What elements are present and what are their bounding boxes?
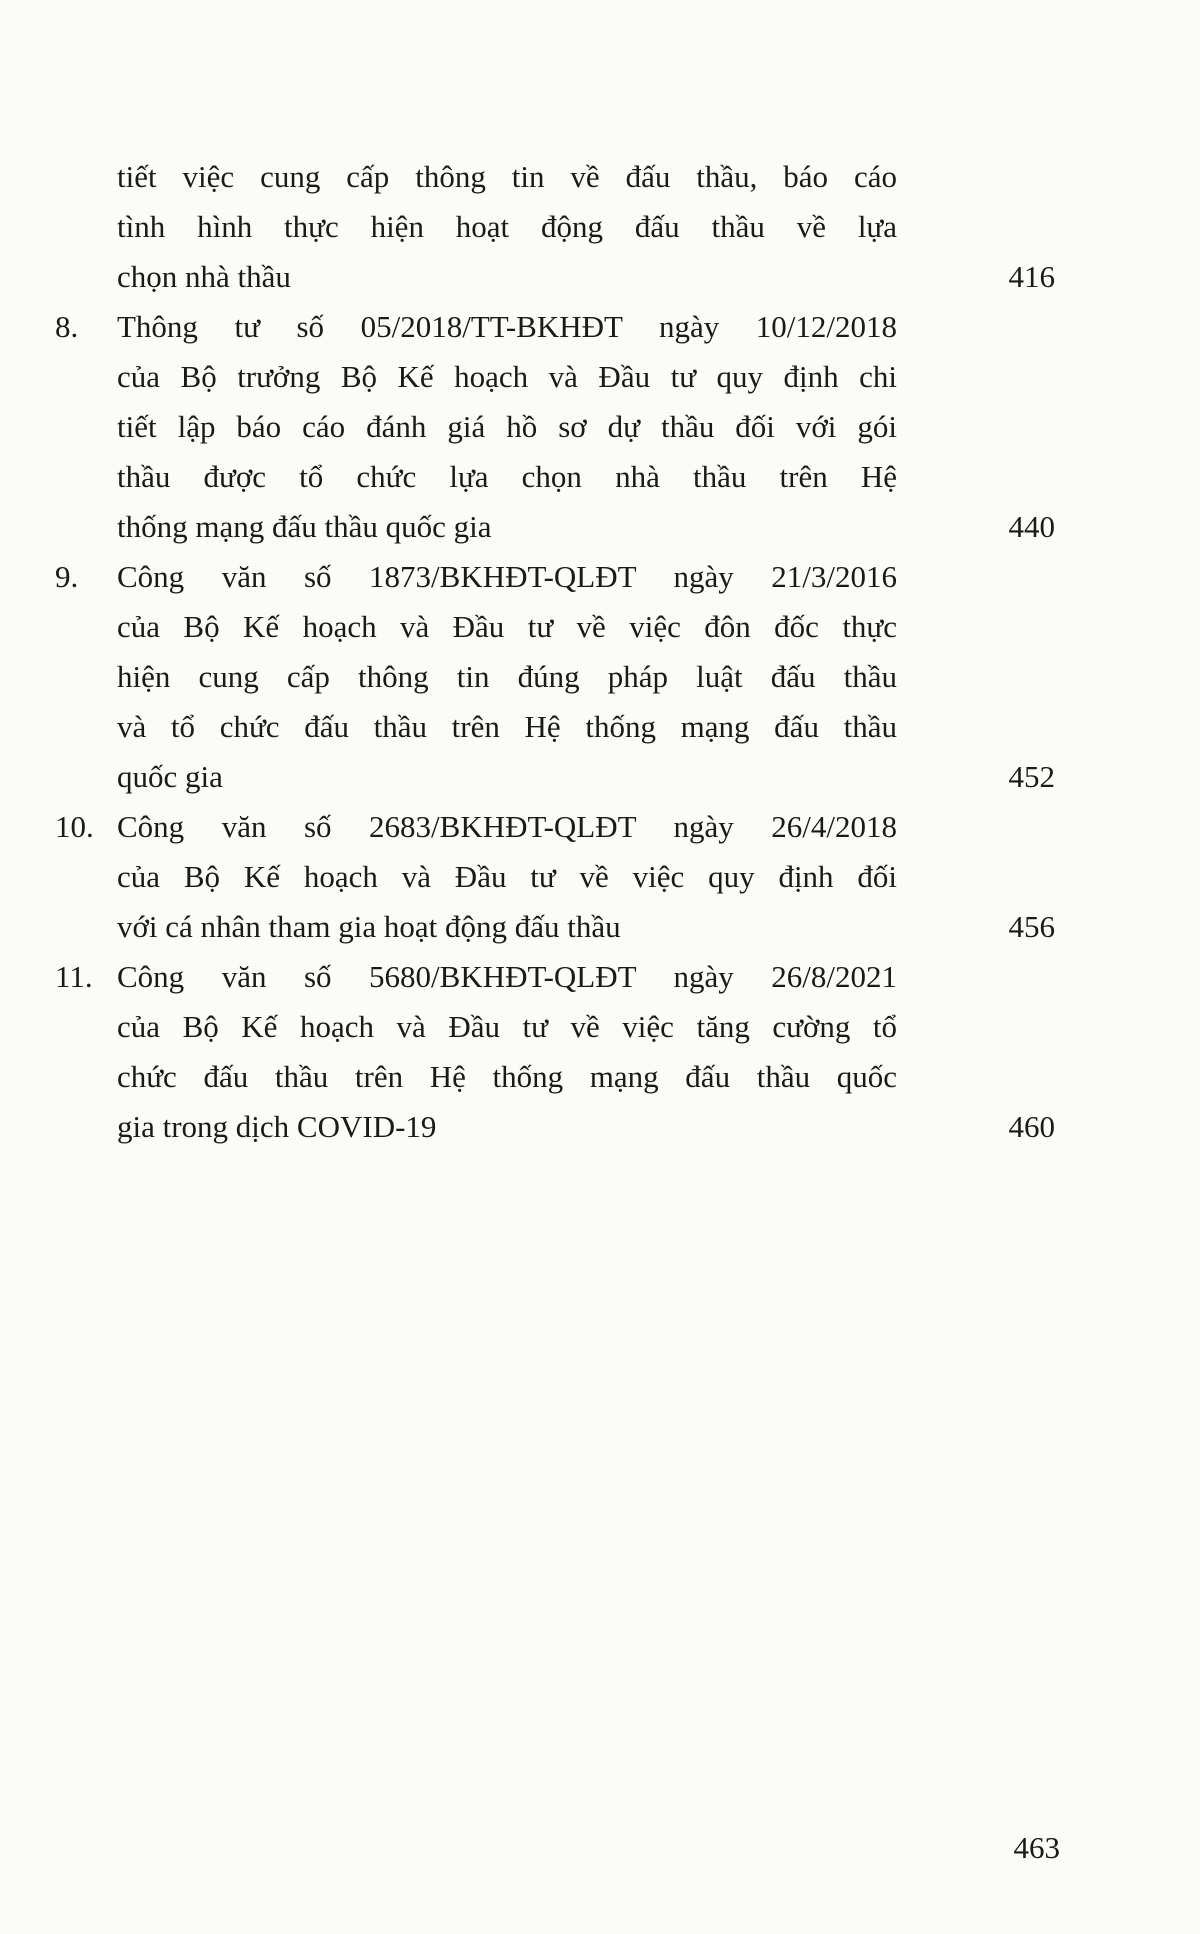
entry-text <box>117 952 897 1152</box>
entry-text <box>117 302 897 552</box>
entry-line: và tổ chức đấu thầu trên Hệ thống mạng đấu thầu <box>117 709 897 744</box>
entry-line: tiết việc cung cấp thông tin về đấu thầu, báo cáo <box>117 159 897 194</box>
entry-line: gia trong dịch COVID-19 <box>117 1109 437 1144</box>
entry-line: của Bộ Kế hoạch và Đầu tư về việc tăng cường tổ <box>117 1009 897 1044</box>
entry-line: tình hình thực hiện hoạt động đấu thầu về lựa <box>117 209 897 244</box>
entry-line: chọn nhà thầu <box>117 259 291 294</box>
page-number: 463 <box>1013 1830 1060 1865</box>
entry-page: 452 <box>1008 759 1055 794</box>
entry-line: với cá nhân tham gia hoạt động đấu thầu <box>117 909 621 944</box>
entry-line: quốc gia <box>117 759 223 794</box>
entry-number: 11. <box>55 959 93 994</box>
entry-line: thầu được tổ chức lựa chọn nhà thầu trên Hệ <box>117 459 897 494</box>
entry-page: 460 <box>1008 1109 1055 1144</box>
entry-line: của Bộ trưởng Bộ Kế hoạch và Đầu tư quy định chi <box>117 359 897 394</box>
entry-line: của Bộ Kế hoạch và Đầu tư về việc quy định đối <box>117 859 897 894</box>
entry-number: 9. <box>55 559 79 594</box>
entry-line: tiết lập báo cáo đánh giá hồ sơ dự thầu đối với gói <box>117 409 897 444</box>
entry-line: Công văn số 2683/BKHĐT-QLĐT ngày 26/4/2018 <box>117 809 897 844</box>
entry-line: thống mạng đấu thầu quốc gia <box>117 509 492 544</box>
entry-text <box>117 802 897 952</box>
entry-line: của Bộ Kế hoạch và Đầu tư về việc đôn đốc thực <box>117 609 897 644</box>
entry-text <box>117 152 897 302</box>
entry-line: chức đấu thầu trên Hệ thống mạng đấu thầu quốc <box>117 1059 897 1094</box>
entry-line: hiện cung cấp thông tin đúng pháp luật đấu thầu <box>117 659 897 694</box>
entry-text <box>117 552 897 802</box>
entry-page: 440 <box>1008 509 1055 544</box>
entry-line: Công văn số 5680/BKHĐT-QLĐT ngày 26/8/2021 <box>117 959 897 994</box>
entry-page: 456 <box>1008 909 1055 944</box>
entry-number: 8. <box>55 309 79 344</box>
entry-line: Thông tư số 05/2018/TT-BKHĐT ngày 10/12/2018 <box>117 309 897 344</box>
entry-page: 416 <box>1008 259 1055 294</box>
entry-number: 10. <box>55 809 94 844</box>
entry-line: Công văn số 1873/BKHĐT-QLĐT ngày 21/3/2016 <box>117 559 897 594</box>
